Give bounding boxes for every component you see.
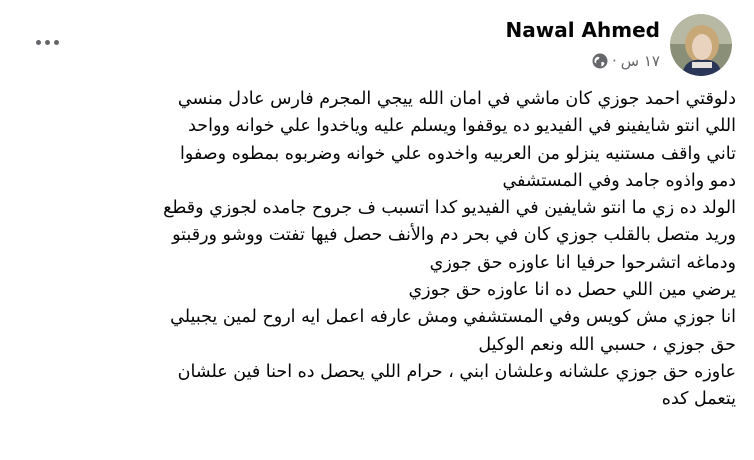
post-text-line: وريد متصل بالقلب جوزي كان في بحر دم والأنف حصل فيها تفتت ووشو ورقبتو [172,225,736,246]
post-text-line: تاني واقف مستنيه ينزلو من العربيه واخدوه علي خوانه وضربوه بمطوه وصفوا [180,143,736,164]
post-text-line: اللي انتو شايفينو في الفيديو ده يوقفوا ويسلم عليه وياخدوا علي خوانه وواحد [188,116,736,137]
avatar-image [670,14,732,76]
post-meta [592,50,660,72]
post-text-line: يرضي مين اللي حصل ده انا عاوزه حق جوزي [408,280,736,301]
meta-separator: · [612,52,617,70]
post-text-line: انا جوزي مش كويس وفي المستشفي ومش عارفه اعمل ايه اروح لمين يجبيلي [170,307,736,328]
post-text-line: عاوزه حق جوزي علشانه وعلشان ابني ، حرام اللي يحصل ده احنا فين علشان [177,361,736,382]
post-text-line: الولد ده زي ما انتو شايفين في الفيديو كدا اتسبب ف جروح جامده لجوزي وقطع [163,198,736,219]
post-header [0,0,754,90]
post-text-line: ودماغه اتشرحوا حرفيا انا عاوزه حق جوزي [429,252,736,273]
author-avatar[interactable] [670,14,732,76]
post-text [20,86,736,414]
more-options-button[interactable] [30,30,64,54]
post-text-line: دمو واذوه جامد وفي المستشفي [502,170,736,191]
post-text-line: دلوقتي احمد جوزي كان ماشي في امان الله ييجي المجرم فارس عادل منسي [177,89,736,109]
post-timestamp[interactable]: ١٧ س [620,52,660,70]
post-text-line: حق جوزي ، حسبي الله ونعم الوكيل [478,334,736,355]
more-dot [45,40,50,45]
post-text-line: يتعمل كده [661,389,736,410]
author-name[interactable]: Nawal Ahmed [505,18,660,42]
globe-icon[interactable] [592,53,608,69]
more-dot [54,40,59,45]
more-horizontal-icon [36,40,41,45]
